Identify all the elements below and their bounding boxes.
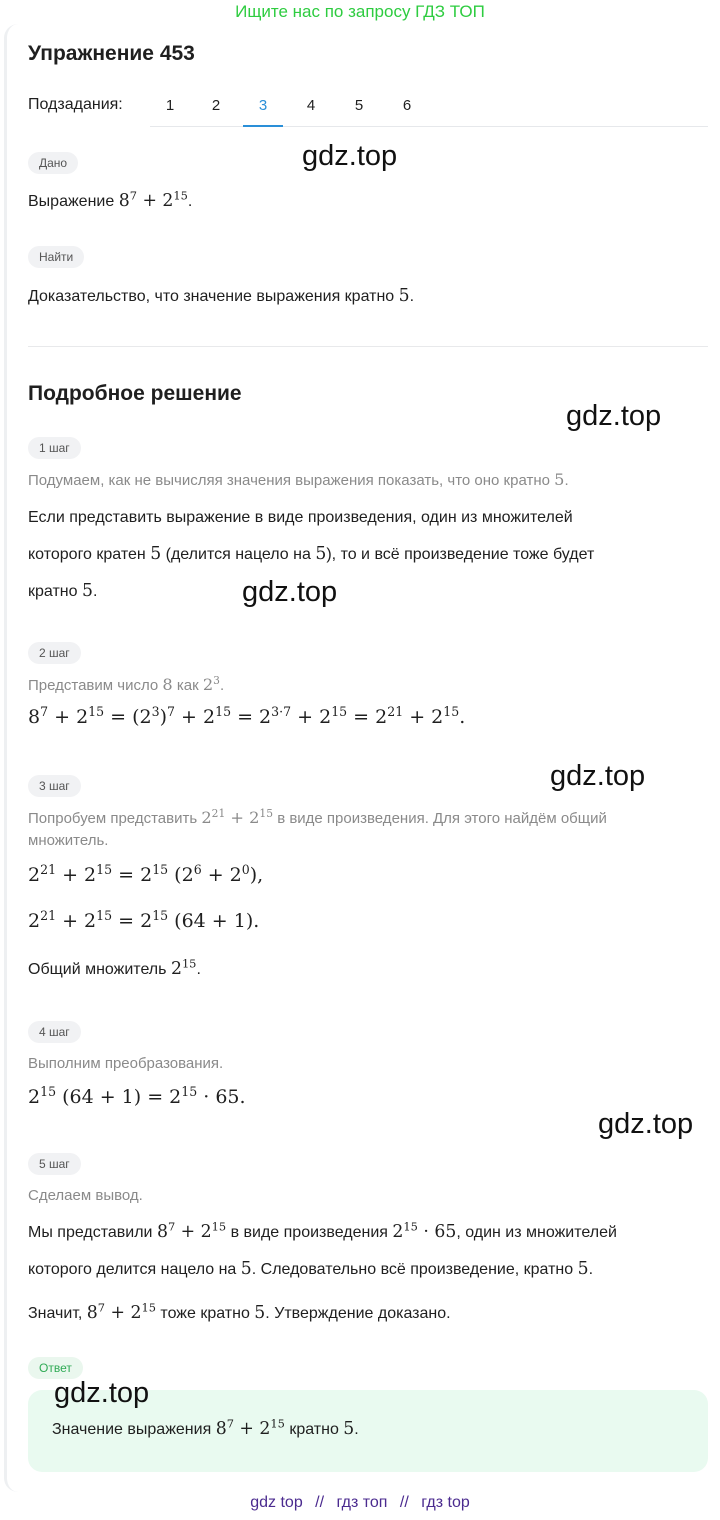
step-badge: 5 шаг — [28, 1153, 81, 1175]
watermark: gdz.top — [550, 760, 646, 792]
tab-subtask-5[interactable]: 5 — [354, 97, 364, 114]
exercise-title: Упражнение 453 — [28, 42, 195, 65]
footer-separator: // — [399, 1494, 409, 1511]
footer-link[interactable]: гдз топ — [336, 1494, 388, 1511]
step-badge: 2 шаг — [28, 642, 81, 664]
watermark: gdz.top — [242, 576, 338, 608]
step-badge: 3 шаг — [28, 775, 81, 797]
answer-text: Значение выражения $8^7 + 2^{15}$ кратно 5. — [52, 1416, 359, 1439]
find-text: Доказательство, что значение выражения кратно 5. — [28, 286, 415, 306]
step-hint: Сделаем вывод. — [28, 1187, 143, 1204]
watermark: gdz.top — [566, 400, 662, 432]
tab-subtask-6[interactable]: 6 — [402, 97, 412, 114]
tab-subtask-4[interactable]: 4 — [306, 97, 316, 114]
step-badge: 1 шаг — [28, 437, 81, 459]
step-hint: Выполним преобразования. — [28, 1055, 224, 1072]
step-hint: Представим число 8 как $2^3$. — [28, 674, 225, 694]
step-text: Значит, $8^7 + 2^{15}$ тоже кратно 5. Утверждение доказано. — [28, 1300, 451, 1323]
step-hint: Попробуем представить $2^{21} + 2^{15}$ в виде произведения. Для этого найдём общий множитель. — [28, 807, 607, 849]
tab-subtask-2[interactable]: 2 — [211, 97, 221, 114]
watermark: gdz.top — [598, 1108, 694, 1140]
step-text: которого делится нацело на 5. Следовательно всё произведение, кратно 5. — [28, 1259, 594, 1279]
given-text: Выражение $8^7 + 2^{15}$. — [28, 188, 193, 211]
step-text: Если представить выражение в виде произведения, один из множителей которого кратен 5 (делится нацело на 5), то и всё произведение тоже будет кратно 5. — [28, 509, 595, 601]
solution-title: Подробное решение — [28, 382, 242, 405]
given-badge: Дано — [28, 152, 78, 174]
formula: $2^{15}$ $(64 + 1) = 2^{15} \cdot 65$. — [28, 1084, 246, 1108]
watermark: gdz.top — [302, 140, 398, 172]
subtasks-label: Подзадания: — [28, 96, 123, 113]
step-text: Мы представили $8^7 + 2^{15}$ в виде произведения $2^{15} \cdot 65$, один из множителей — [28, 1219, 617, 1242]
tab-subtask-3[interactable]: 3 — [243, 90, 283, 127]
watermark: gdz.top — [54, 1377, 150, 1409]
step-hint: Подумаем, как не вычисляя значения выражения показать, что оно кратно 5. — [28, 470, 569, 489]
divider — [28, 346, 708, 347]
promo-banner: Ищите нас по запросу ГДЗ ТОП — [235, 2, 485, 21]
formula: $2^{21} + 2^{15} = 2^{15}$ (64 + 1). — [28, 908, 260, 932]
footer-link[interactable]: gdz top — [250, 1494, 303, 1511]
step-text: Общий множитель $2^{15}$. — [28, 956, 201, 979]
tab-subtask-1[interactable]: 1 — [165, 97, 175, 114]
step-badge: 4 шаг — [28, 1021, 81, 1043]
footer-separator: // — [315, 1494, 325, 1511]
find-badge: Найти — [28, 246, 84, 268]
formula: $8^7 + 2^{15} = (2^3)^7 + 2^{15} = 2^{3\cdot 7} + 2^{15} = 2^{21} + 2^{15}$. — [28, 704, 466, 728]
formula: $2^{21} + 2^{15} = 2^{15}$ $(2^6 + 2^0)$, — [28, 862, 264, 886]
footer-links — [0, 1494, 720, 1512]
subtask-tabs — [150, 90, 708, 127]
answer-badge: Ответ — [28, 1357, 83, 1379]
footer-link[interactable]: гдз top — [421, 1494, 470, 1511]
